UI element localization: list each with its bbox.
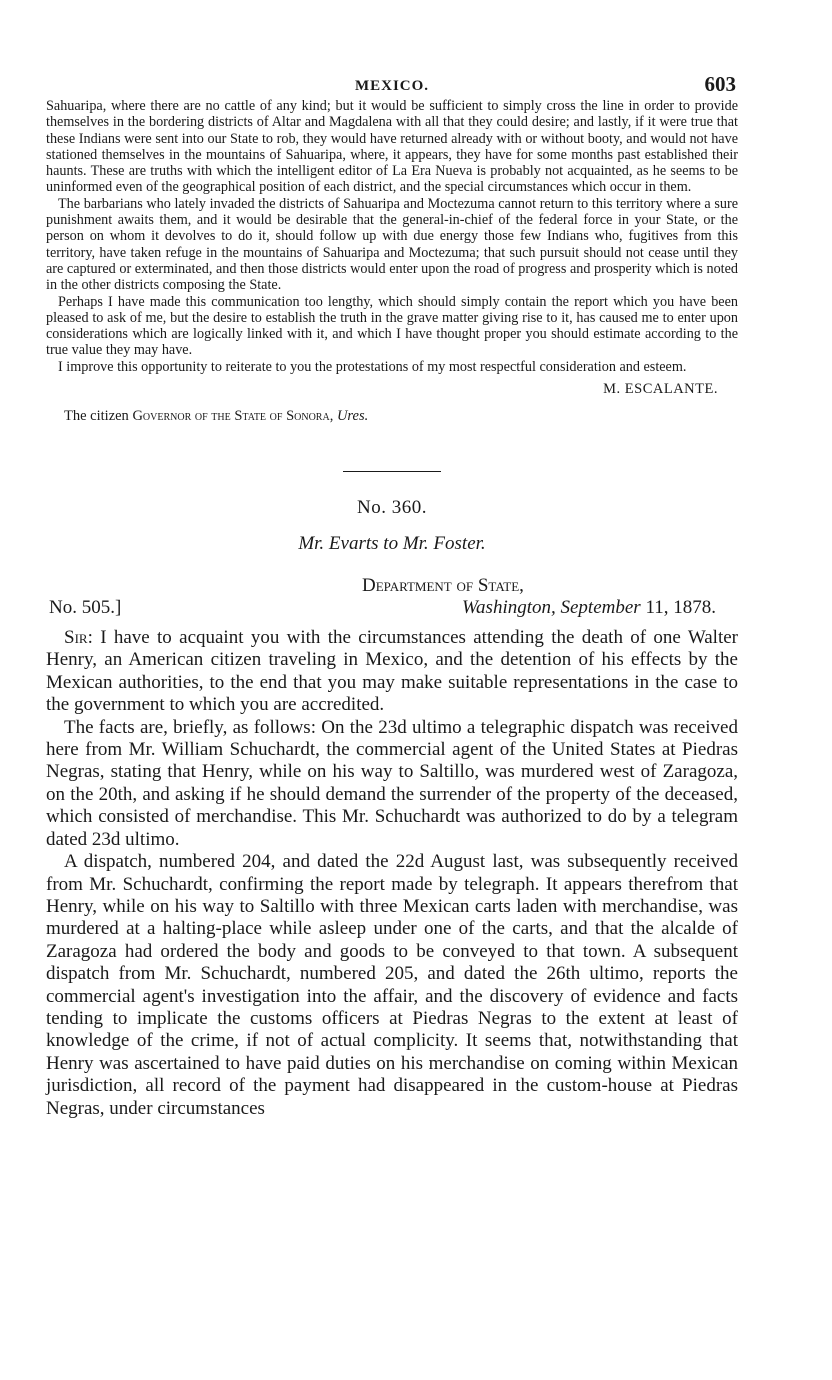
addressee-title: Governor of the State of Sonora, bbox=[132, 408, 334, 425]
section-divider bbox=[343, 471, 441, 472]
letter-paragraph-4: I improve this opportunity to reiterate to you the protestations of my most respectful consideration and esteem. bbox=[58, 358, 687, 375]
dispatch-number: No. 505.] bbox=[49, 597, 122, 619]
salutation: Sir: bbox=[64, 627, 93, 649]
body-paragraph-3: A dispatch, numbered 204, and dated the 22d August last, was subsequently received from Mr. Schuchardt, confirming the report made by telegraph. It appears therefrom that Henry, while on his way to Saltillo with three Mexican carts laden with merchandise, was murdered at a halting-place while asleep under one of the carts, and that the alcalde of Zaragoza had ordered the body and goods to be conveyed to that town. A subsequent dispatch from Mr. Schuchardt, numbered 205, and dated the 26th ultimo, reports the commercial agent's investigation into the affair, and the discovery of evidence and facts tending to implicate the customs officers at Piedras Negras to the extent at least of knowledge of the crime, if not of actual complicity. It seems that, notwithstanding that Henry was ascertained to have paid duties on his merchandise on coming within Mexican jurisdiction, all record of the payment had disappeared in the custom-house at Piedras Negras, under circumstances bbox=[46, 851, 738, 1119]
letter-body bbox=[46, 627, 738, 1120]
page-header bbox=[46, 72, 738, 98]
letter-paragraph-1: Sahuaripa, where there are no cattle of any kind; but it would be sufficient to simply cross the line in order to provide themselves in the bordering districts of Altar and Magdalena with all that they could desire; and lastly, if it were true that these Indians were sent into our State to rob, they would have returned already with or without booty, and would not have stationed themselves in the mountains of Sahuaripa, where, it appears, they have for some months past established their haunts. These are truths with which the intelligent editor of La Era Nueva is probably not acquainted, as he seems to be uninformed even of the geographical position of each district, and the special circumstances which occur in them. bbox=[46, 98, 738, 196]
letter-paragraph-2: The barbarians who lately invaded the districts of Sahuaripa and Moctezuma cannot return to this territory where a sure punishment awaits them, and it would be desirable that the general-in-chief of the federal force in your State, or the person on whom it devolves to do it, should follow up with due energy those few Indians who, fugitives from this territory, have taken refuge in the mountains of Sahuaripa and Moctezuma; that such pursuit should not cease until they are captured or exterminated, and then those districts would enter upon the road of progress and prosperity which is noted in the other districts composing the State. bbox=[46, 195, 738, 294]
body-paragraph-1-text: I have to acquaint you with the circumstances attending the death of one Walter Henry, an American citizen traveling in Mexico, and the detention of his effects by the Mexican authorities, to the end that you may make suitable representations in the case to the government to which you are accredited. bbox=[46, 627, 739, 716]
running-title: MEXICO. bbox=[354, 78, 430, 94]
signature: M. ESCALANTE. bbox=[603, 381, 718, 398]
department-name: Department of State, bbox=[362, 575, 524, 597]
addressee-prefix: The citizen bbox=[64, 408, 129, 425]
body-paragraph-1 bbox=[46, 627, 738, 717]
body-paragraph-2: The facts are, briefly, as follows: On the 23d ultimo a telegraphic dispatch was received here from Mr. William Schuchardt, the commercial agent of the United States at Piedras Negras, stating that Henry, while on his way to Saltillo, was murdered west of Zaragoza, on the 20th, and asking if he should demand the surrender of the property of the deceased, which consisted of merchandise. This Mr. Schuchardt was authorized to do by a telegram dated 23d ultimo. bbox=[46, 716, 738, 850]
document-number: No. 360. bbox=[357, 497, 427, 519]
document-page bbox=[46, 72, 738, 1120]
dateline-date bbox=[462, 597, 716, 619]
dateline bbox=[46, 575, 738, 621]
letter-paragraph-3: Perhaps I have made this communication too lengthy, which should simply contain the report which you have been pleased to ask of me, but the desire to establish the truth in the grave matter giving rise to it, has caused me to enter upon considerations which are logically linked with it, and which I have thought proper you should estimate according to the true value they may have. bbox=[46, 293, 738, 359]
addressee-place: Ures. bbox=[336, 408, 369, 425]
document-title: Mr. Evarts to Mr. Foster. bbox=[298, 533, 486, 555]
dateline-place: Washington, September bbox=[461, 597, 641, 619]
addressee bbox=[64, 408, 738, 425]
previous-letter bbox=[46, 98, 738, 425]
dateline-day: 11, 1878. bbox=[645, 597, 716, 619]
page-number: 603 bbox=[704, 72, 736, 96]
